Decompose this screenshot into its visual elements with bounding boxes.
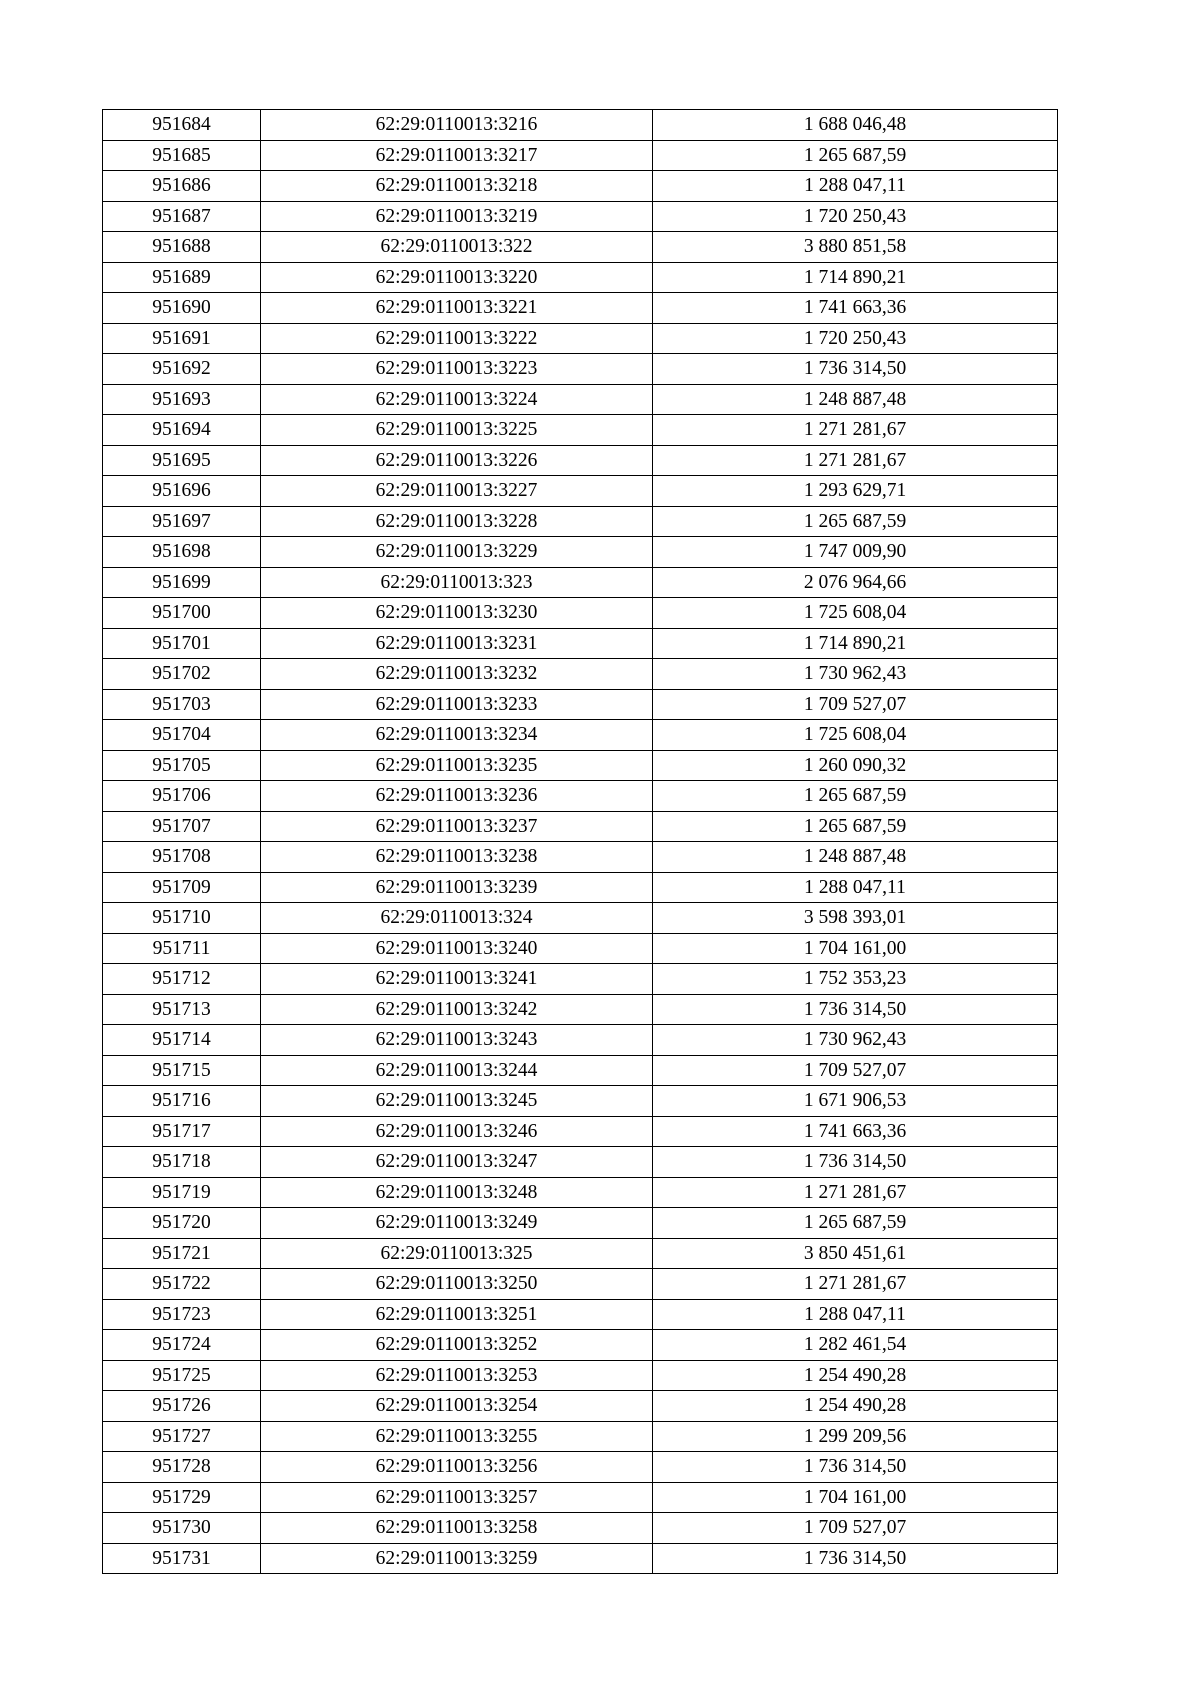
cadastral-value-cell: 1 725 608,04 xyxy=(653,720,1058,751)
row-number-cell: 951684 xyxy=(103,110,261,141)
table-row xyxy=(103,110,1058,141)
cadastral-value-cell: 1 752 353,23 xyxy=(653,964,1058,995)
table-row xyxy=(103,933,1058,964)
cadastral-number-cell: 62:29:0110013:3217 xyxy=(261,140,653,171)
cadastral-value-cell: 1 265 687,59 xyxy=(653,140,1058,171)
cadastral-value-cell: 1 704 161,00 xyxy=(653,933,1058,964)
cadastral-value-cell: 1 265 687,59 xyxy=(653,781,1058,812)
row-number-cell: 951685 xyxy=(103,140,261,171)
table-row xyxy=(103,384,1058,415)
table-row xyxy=(103,171,1058,202)
cadastral-value-cell: 1 741 663,36 xyxy=(653,293,1058,324)
table-row xyxy=(103,1269,1058,1300)
row-number-cell: 951722 xyxy=(103,1269,261,1300)
cadastral-number-cell: 62:29:0110013:3236 xyxy=(261,781,653,812)
table-row xyxy=(103,1025,1058,1056)
cadastral-number-cell: 62:29:0110013:3255 xyxy=(261,1421,653,1452)
table-row xyxy=(103,1086,1058,1117)
cadastral-value-cell: 1 736 314,50 xyxy=(653,994,1058,1025)
table-row xyxy=(103,1147,1058,1178)
table-row xyxy=(103,1482,1058,1513)
row-number-cell: 951721 xyxy=(103,1238,261,1269)
table-row xyxy=(103,506,1058,537)
table-row xyxy=(103,964,1058,995)
row-number-cell: 951711 xyxy=(103,933,261,964)
cadastral-number-cell: 62:29:0110013:3222 xyxy=(261,323,653,354)
cadastral-value-cell: 3 850 451,61 xyxy=(653,1238,1058,1269)
cadastral-number-cell: 62:29:0110013:3244 xyxy=(261,1055,653,1086)
cadastral-number-cell: 62:29:0110013:323 xyxy=(261,567,653,598)
cadastral-number-cell: 62:29:0110013:3224 xyxy=(261,384,653,415)
row-number-cell: 951716 xyxy=(103,1086,261,1117)
cadastral-value-cell: 1 254 490,28 xyxy=(653,1360,1058,1391)
cadastral-number-cell: 62:29:0110013:3218 xyxy=(261,171,653,202)
table-row xyxy=(103,537,1058,568)
cadastral-number-cell: 62:29:0110013:3232 xyxy=(261,659,653,690)
cadastral-number-cell: 62:29:0110013:3258 xyxy=(261,1513,653,1544)
cadastral-number-cell: 62:29:0110013:3245 xyxy=(261,1086,653,1117)
row-number-cell: 951692 xyxy=(103,354,261,385)
cadastral-value-cell: 1 714 890,21 xyxy=(653,262,1058,293)
cadastral-number-cell: 62:29:0110013:3223 xyxy=(261,354,653,385)
row-number-cell: 951688 xyxy=(103,232,261,263)
row-number-cell: 951698 xyxy=(103,537,261,568)
cadastral-value-cell: 1 288 047,11 xyxy=(653,171,1058,202)
table-row xyxy=(103,1421,1058,1452)
row-number-cell: 951696 xyxy=(103,476,261,507)
row-number-cell: 951731 xyxy=(103,1543,261,1574)
cadastral-value-cell: 1 248 887,48 xyxy=(653,842,1058,873)
cadastral-value-cell: 1 260 090,32 xyxy=(653,750,1058,781)
row-number-cell: 951723 xyxy=(103,1299,261,1330)
cadastral-number-cell: 62:29:0110013:3241 xyxy=(261,964,653,995)
cadastral-value-cell: 1 688 046,48 xyxy=(653,110,1058,141)
row-number-cell: 951708 xyxy=(103,842,261,873)
row-number-cell: 951686 xyxy=(103,171,261,202)
table-row xyxy=(103,1543,1058,1574)
table-row xyxy=(103,720,1058,751)
cadastral-number-cell: 62:29:0110013:3230 xyxy=(261,598,653,629)
cadastral-number-cell: 62:29:0110013:3233 xyxy=(261,689,653,720)
row-number-cell: 951729 xyxy=(103,1482,261,1513)
cadastral-value-cell: 1 288 047,11 xyxy=(653,872,1058,903)
row-number-cell: 951690 xyxy=(103,293,261,324)
cadastral-number-cell: 62:29:0110013:3221 xyxy=(261,293,653,324)
table-row xyxy=(103,476,1058,507)
cadastral-value-cell: 1 709 527,07 xyxy=(653,1513,1058,1544)
table-row xyxy=(103,811,1058,842)
table-row xyxy=(103,1208,1058,1239)
row-number-cell: 951728 xyxy=(103,1452,261,1483)
row-number-cell: 951705 xyxy=(103,750,261,781)
table-row xyxy=(103,781,1058,812)
table-row xyxy=(103,872,1058,903)
cadastral-value-cell: 1 704 161,00 xyxy=(653,1482,1058,1513)
table-row xyxy=(103,1299,1058,1330)
table-row xyxy=(103,567,1058,598)
cadastral-value-cell: 1 271 281,67 xyxy=(653,445,1058,476)
table-row xyxy=(103,903,1058,934)
table-row xyxy=(103,1330,1058,1361)
table-row xyxy=(103,1177,1058,1208)
table-body xyxy=(103,110,1058,1574)
table-row xyxy=(103,1391,1058,1422)
cadastral-value-cell: 1 299 209,56 xyxy=(653,1421,1058,1452)
row-number-cell: 951694 xyxy=(103,415,261,446)
row-number-cell: 951724 xyxy=(103,1330,261,1361)
row-number-cell: 951706 xyxy=(103,781,261,812)
cadastral-value-cell: 1 265 687,59 xyxy=(653,506,1058,537)
table-row xyxy=(103,232,1058,263)
table-row xyxy=(103,689,1058,720)
row-number-cell: 951715 xyxy=(103,1055,261,1086)
cadastral-value-cell: 1 720 250,43 xyxy=(653,323,1058,354)
row-number-cell: 951730 xyxy=(103,1513,261,1544)
row-number-cell: 951699 xyxy=(103,567,261,598)
cadastral-value-cell: 1 725 608,04 xyxy=(653,598,1058,629)
cadastral-number-cell: 62:29:0110013:3252 xyxy=(261,1330,653,1361)
row-number-cell: 951727 xyxy=(103,1421,261,1452)
row-number-cell: 951719 xyxy=(103,1177,261,1208)
table-row xyxy=(103,659,1058,690)
cadastral-number-cell: 62:29:0110013:325 xyxy=(261,1238,653,1269)
cadastral-number-cell: 62:29:0110013:3246 xyxy=(261,1116,653,1147)
cadastral-number-cell: 62:29:0110013:3257 xyxy=(261,1482,653,1513)
row-number-cell: 951714 xyxy=(103,1025,261,1056)
row-number-cell: 951726 xyxy=(103,1391,261,1422)
cadastral-value-cell: 1 747 009,90 xyxy=(653,537,1058,568)
cadastral-number-cell: 62:29:0110013:3251 xyxy=(261,1299,653,1330)
table-row xyxy=(103,354,1058,385)
cadastral-number-cell: 62:29:0110013:3248 xyxy=(261,1177,653,1208)
table-row xyxy=(103,1360,1058,1391)
table-row xyxy=(103,1238,1058,1269)
row-number-cell: 951713 xyxy=(103,994,261,1025)
row-number-cell: 951710 xyxy=(103,903,261,934)
table-row xyxy=(103,842,1058,873)
cadastral-value-cell: 1 720 250,43 xyxy=(653,201,1058,232)
cadastral-value-cell: 1 709 527,07 xyxy=(653,689,1058,720)
row-number-cell: 951717 xyxy=(103,1116,261,1147)
table-row xyxy=(103,598,1058,629)
row-number-cell: 951701 xyxy=(103,628,261,659)
cadastral-number-cell: 62:29:0110013:3237 xyxy=(261,811,653,842)
cadastral-value-cell: 2 076 964,66 xyxy=(653,567,1058,598)
cadastral-number-cell: 62:29:0110013:3239 xyxy=(261,872,653,903)
cadastral-value-cell: 1 271 281,67 xyxy=(653,1177,1058,1208)
cadastral-value-cell: 1 736 314,50 xyxy=(653,354,1058,385)
cadastral-value-cell: 1 736 314,50 xyxy=(653,1452,1058,1483)
row-number-cell: 951703 xyxy=(103,689,261,720)
row-number-cell: 951720 xyxy=(103,1208,261,1239)
table-row xyxy=(103,1513,1058,1544)
row-number-cell: 951689 xyxy=(103,262,261,293)
row-number-cell: 951697 xyxy=(103,506,261,537)
cadastral-number-cell: 62:29:0110013:3240 xyxy=(261,933,653,964)
row-number-cell: 951725 xyxy=(103,1360,261,1391)
row-number-cell: 951700 xyxy=(103,598,261,629)
row-number-cell: 951707 xyxy=(103,811,261,842)
table-row xyxy=(103,323,1058,354)
table-row xyxy=(103,201,1058,232)
cadastral-value-cell: 1 254 490,28 xyxy=(653,1391,1058,1422)
cadastral-number-cell: 62:29:0110013:324 xyxy=(261,903,653,934)
row-number-cell: 951695 xyxy=(103,445,261,476)
cadastral-number-cell: 62:29:0110013:3226 xyxy=(261,445,653,476)
cadastral-value-cell: 1 265 687,59 xyxy=(653,811,1058,842)
cadastral-value-cell: 1 709 527,07 xyxy=(653,1055,1058,1086)
table-row xyxy=(103,293,1058,324)
cadastral-value-cell: 1 271 281,67 xyxy=(653,1269,1058,1300)
cadastral-number-cell: 62:29:0110013:3253 xyxy=(261,1360,653,1391)
cadastral-number-cell: 62:29:0110013:3231 xyxy=(261,628,653,659)
cadastral-value-table xyxy=(102,109,1058,1574)
cadastral-number-cell: 62:29:0110013:3247 xyxy=(261,1147,653,1178)
cadastral-value-cell: 1 248 887,48 xyxy=(653,384,1058,415)
cadastral-value-cell: 3 880 851,58 xyxy=(653,232,1058,263)
cadastral-number-cell: 62:29:0110013:3250 xyxy=(261,1269,653,1300)
table-row xyxy=(103,1055,1058,1086)
cadastral-number-cell: 62:29:0110013:3216 xyxy=(261,110,653,141)
cadastral-value-cell: 1 736 314,50 xyxy=(653,1543,1058,1574)
table-row xyxy=(103,140,1058,171)
table-row xyxy=(103,415,1058,446)
row-number-cell: 951709 xyxy=(103,872,261,903)
cadastral-number-cell: 62:29:0110013:3234 xyxy=(261,720,653,751)
row-number-cell: 951712 xyxy=(103,964,261,995)
cadastral-number-cell: 62:29:0110013:3220 xyxy=(261,262,653,293)
table-row xyxy=(103,994,1058,1025)
cadastral-value-cell: 1 271 281,67 xyxy=(653,415,1058,446)
cadastral-number-cell: 62:29:0110013:3229 xyxy=(261,537,653,568)
table-row xyxy=(103,445,1058,476)
row-number-cell: 951687 xyxy=(103,201,261,232)
cadastral-value-cell: 1 730 962,43 xyxy=(653,1025,1058,1056)
table-row xyxy=(103,1116,1058,1147)
row-number-cell: 951718 xyxy=(103,1147,261,1178)
cadastral-value-cell: 1 730 962,43 xyxy=(653,659,1058,690)
cadastral-value-cell: 1 293 629,71 xyxy=(653,476,1058,507)
table-row xyxy=(103,262,1058,293)
cadastral-number-cell: 62:29:0110013:3235 xyxy=(261,750,653,781)
cadastral-number-cell: 62:29:0110013:322 xyxy=(261,232,653,263)
table-row xyxy=(103,750,1058,781)
cadastral-number-cell: 62:29:0110013:3228 xyxy=(261,506,653,537)
cadastral-number-cell: 62:29:0110013:3238 xyxy=(261,842,653,873)
row-number-cell: 951704 xyxy=(103,720,261,751)
cadastral-number-cell: 62:29:0110013:3225 xyxy=(261,415,653,446)
row-number-cell: 951691 xyxy=(103,323,261,354)
cadastral-value-cell: 1 265 687,59 xyxy=(653,1208,1058,1239)
cadastral-value-cell: 1 671 906,53 xyxy=(653,1086,1058,1117)
cadastral-number-cell: 62:29:0110013:3219 xyxy=(261,201,653,232)
table-row xyxy=(103,1452,1058,1483)
cadastral-number-cell: 62:29:0110013:3242 xyxy=(261,994,653,1025)
cadastral-number-cell: 62:29:0110013:3259 xyxy=(261,1543,653,1574)
cadastral-value-cell: 1 288 047,11 xyxy=(653,1299,1058,1330)
cadastral-number-cell: 62:29:0110013:3249 xyxy=(261,1208,653,1239)
cadastral-number-cell: 62:29:0110013:3243 xyxy=(261,1025,653,1056)
cadastral-number-cell: 62:29:0110013:3256 xyxy=(261,1452,653,1483)
row-number-cell: 951693 xyxy=(103,384,261,415)
cadastral-number-cell: 62:29:0110013:3227 xyxy=(261,476,653,507)
cadastral-number-cell: 62:29:0110013:3254 xyxy=(261,1391,653,1422)
cadastral-value-cell: 1 741 663,36 xyxy=(653,1116,1058,1147)
cadastral-value-cell: 1 282 461,54 xyxy=(653,1330,1058,1361)
row-number-cell: 951702 xyxy=(103,659,261,690)
cadastral-value-cell: 3 598 393,01 xyxy=(653,903,1058,934)
cadastral-value-cell: 1 736 314,50 xyxy=(653,1147,1058,1178)
table-row xyxy=(103,628,1058,659)
cadastral-value-cell: 1 714 890,21 xyxy=(653,628,1058,659)
